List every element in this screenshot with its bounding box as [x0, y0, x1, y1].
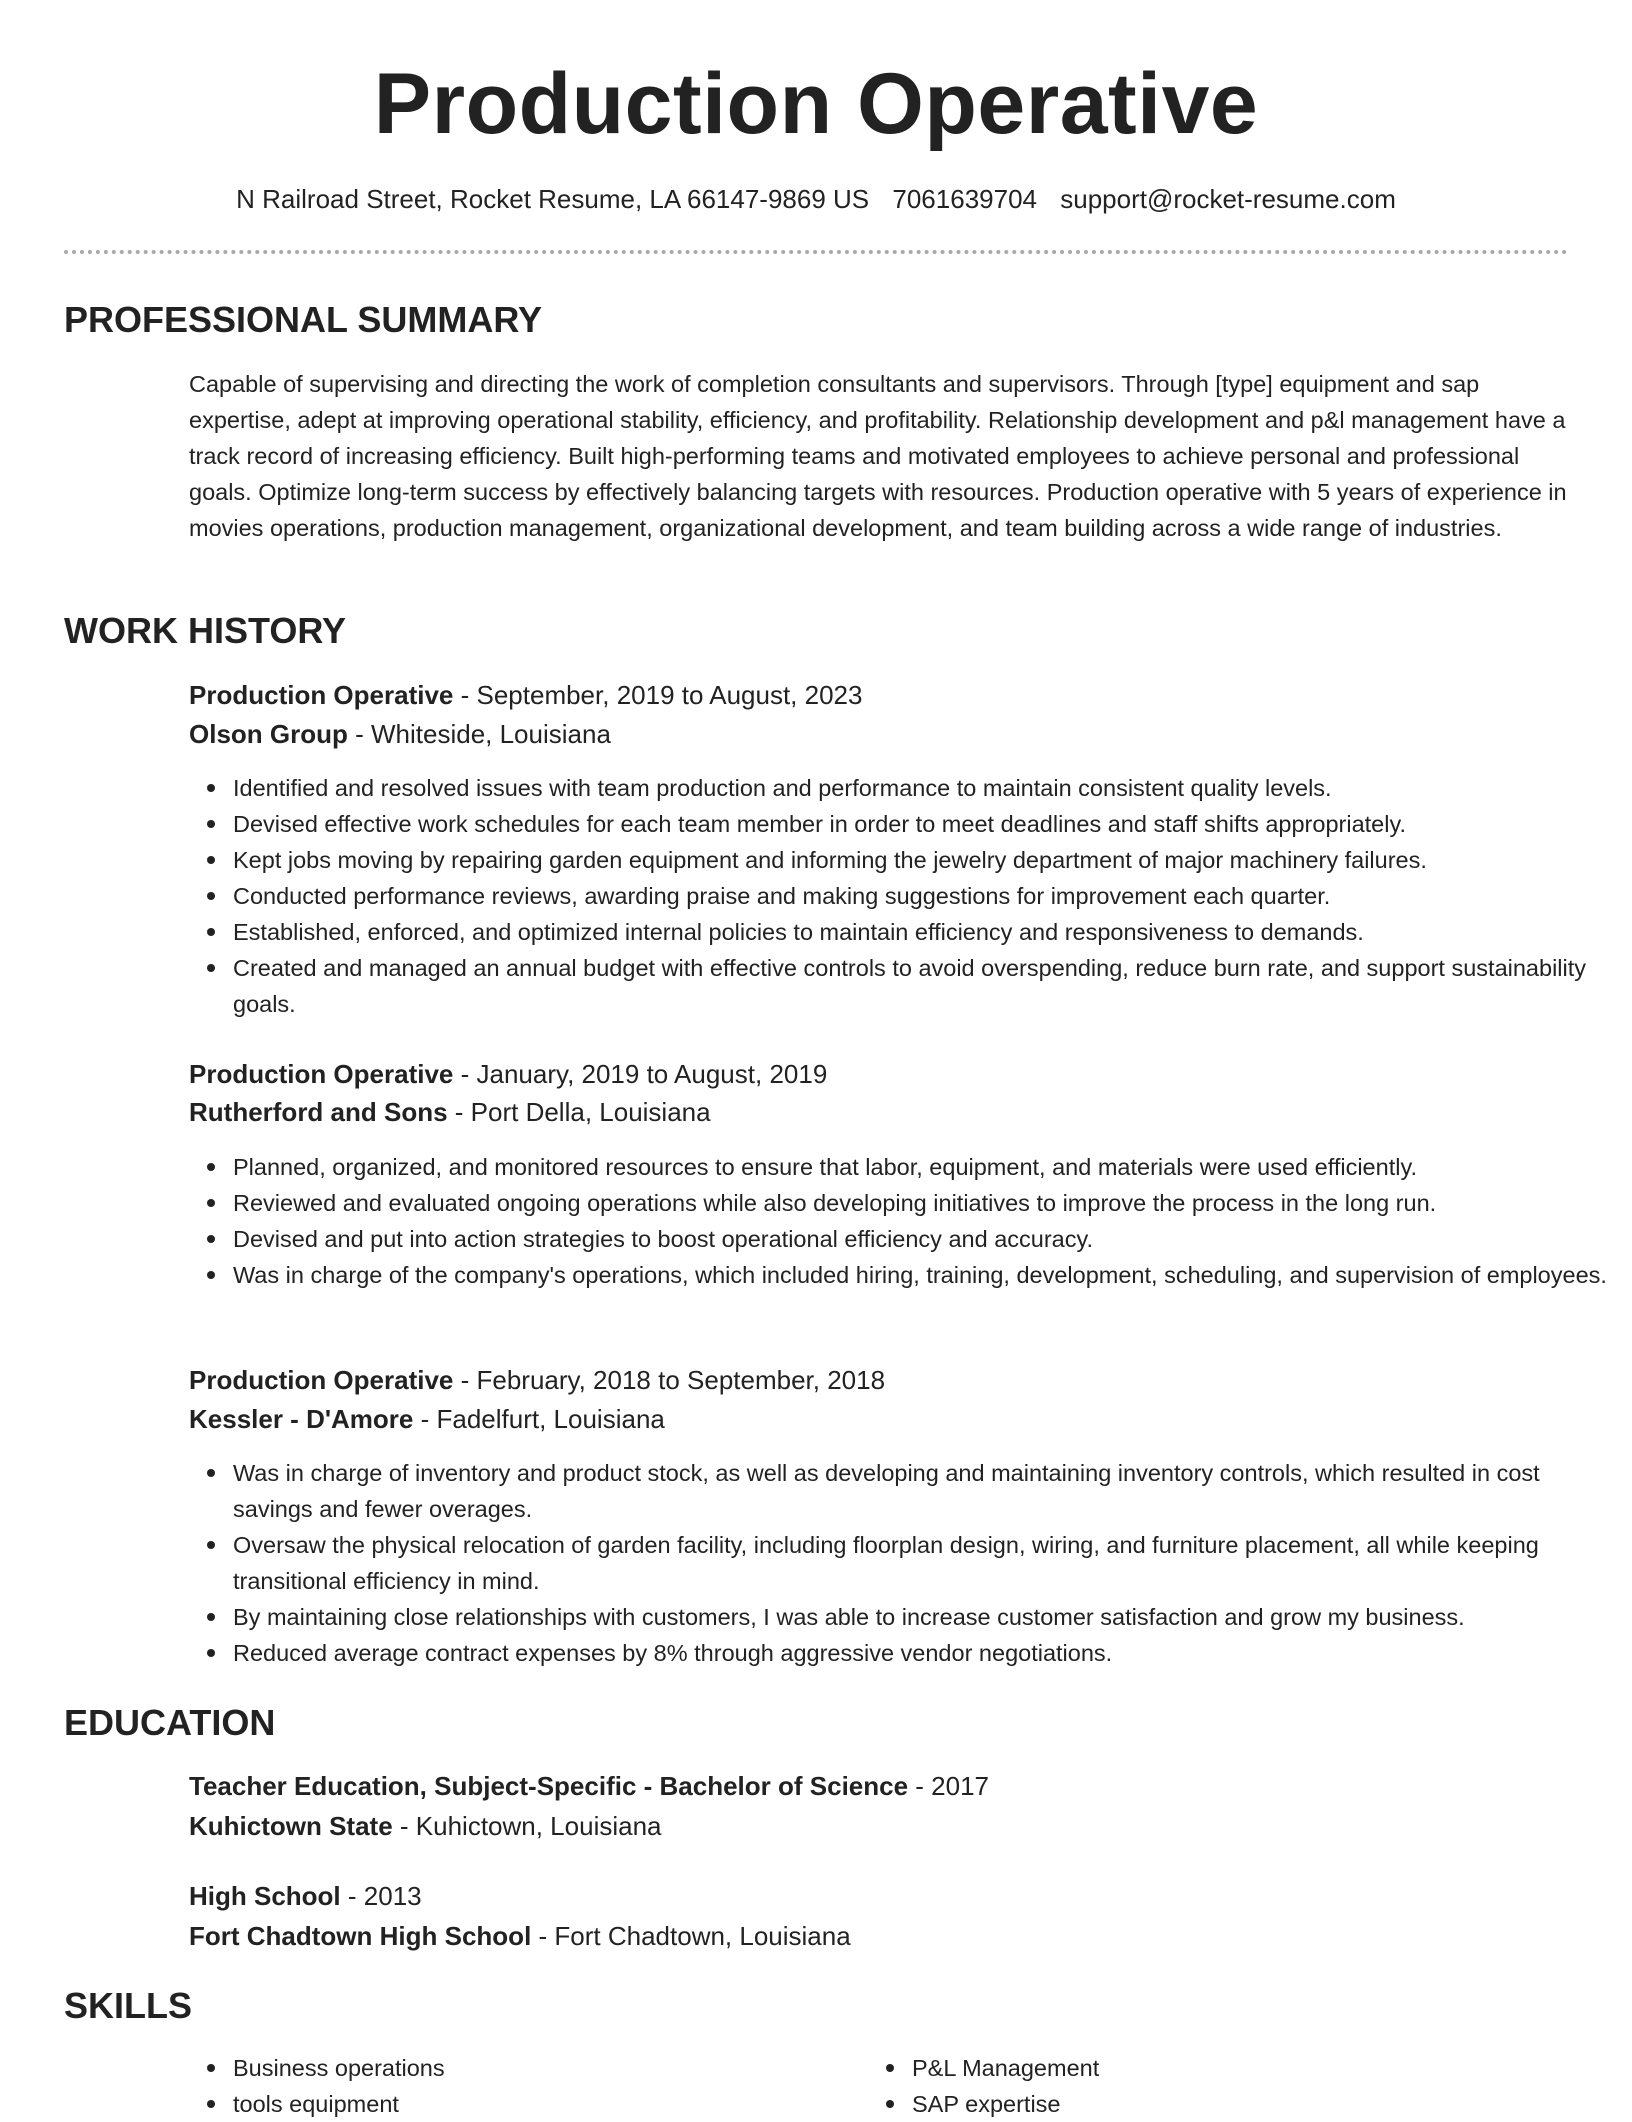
- skills-heading: SKILLS: [64, 1985, 193, 2026]
- job-1-role: Production Operative: [189, 680, 454, 710]
- job-3-title-line: [189, 1361, 1569, 1400]
- list-item: Conducted performance reviews, awarding praise and making suggestions for improvement each quarter.: [233, 878, 1613, 914]
- list-item: tools equipment: [233, 2086, 853, 2122]
- skills-right-column: [868, 2050, 1532, 2122]
- job-2-company: Rutherford and Sons: [189, 1097, 448, 1127]
- job-2-title-line: [189, 1055, 1569, 1094]
- list-item: Established, enforced, and optimized internal policies to maintain efficiency and responsiveness to demands.: [233, 914, 1613, 950]
- job-1-company: Olson Group: [189, 719, 348, 749]
- summary-heading: PROFESSIONAL SUMMARY: [64, 299, 543, 340]
- list-item: P&L Management: [912, 2050, 1532, 2086]
- job-1-company-line: [189, 715, 1569, 754]
- list-item: Was in charge of inventory and product stock, as well as developing and maintaining inventory controls, which resulted in cost savings and fewer overages.: [233, 1455, 1613, 1527]
- list-item: Planned, organized, and monitored resources to ensure that labor, equipment, and materials were used efficiently.: [233, 1149, 1613, 1185]
- job-1-title-line: [189, 676, 1569, 715]
- education-1-school-line: [189, 1807, 1569, 1846]
- list-item: Devised effective work schedules for each team member in order to meet deadlines and staff shifts appropriately.: [233, 806, 1613, 842]
- list-item: Business operations: [233, 2050, 853, 2086]
- job-3-company: Kessler - D'Amore: [189, 1404, 414, 1434]
- education-2-year: - 2013: [340, 1881, 422, 1911]
- education-1-year: - 2017: [908, 1771, 990, 1801]
- education-1-school: Kuhictown State: [189, 1811, 393, 1841]
- list-item: Reduced average contract expenses by 8% through aggressive vendor negotiations.: [233, 1635, 1613, 1671]
- list-item: Kept jobs moving by repairing garden equipment and informing the jewelry department of major machinery failures.: [233, 842, 1613, 878]
- job-2-company-line: [189, 1093, 1569, 1132]
- list-item: Was in charge of the company's operations, which included hiring, training, development, scheduling, and supervision of employees.: [233, 1257, 1613, 1293]
- contact-phone: 7061639704: [892, 184, 1037, 214]
- list-item: Devised and put into action strategies to boost operational efficiency and accuracy.: [233, 1221, 1613, 1257]
- job-3-company-line: [189, 1400, 1569, 1439]
- job-1-dates: - September, 2019 to August, 2023: [453, 680, 863, 710]
- contact-line: [0, 182, 1632, 216]
- education-2-location: - Fort Chadtown, Louisiana: [531, 1921, 851, 1951]
- job-3-location: - Fadelfurt, Louisiana: [413, 1404, 665, 1434]
- list-item: By maintaining close relationships with customers, I was able to increase customer satisfaction and grow my business.: [233, 1599, 1613, 1635]
- job-2-bullets: [189, 1149, 1613, 1293]
- education-1-degree-line: [189, 1767, 1569, 1806]
- job-2-location: - Port Della, Louisiana: [447, 1097, 711, 1127]
- job-3-bullets: [189, 1455, 1613, 1671]
- education-1-location: - Kuhictown, Louisiana: [392, 1811, 662, 1841]
- job-3-role: Production Operative: [189, 1365, 454, 1395]
- contact-address: N Railroad Street, Rocket Resume, LA 66147-9869 US: [236, 184, 870, 214]
- education-1-degree: Teacher Education, Subject-Specific - Bachelor of Science: [189, 1771, 909, 1801]
- education-2-degree: High School: [189, 1881, 341, 1911]
- job-2-dates: - January, 2019 to August, 2019: [453, 1059, 828, 1089]
- job-3-dates: - February, 2018 to September, 2018: [453, 1365, 886, 1395]
- list-item: Reviewed and evaluated ongoing operations while also developing initiatives to improve the process in the long run.: [233, 1185, 1613, 1221]
- education-2-school: Fort Chadtown High School: [189, 1921, 532, 1951]
- job-1-location: - Whiteside, Louisiana: [347, 719, 611, 749]
- work-history-heading: WORK HISTORY: [64, 610, 347, 651]
- list-item: Identified and resolved issues with team production and performance to maintain consistent quality levels.: [233, 770, 1613, 806]
- list-item: Oversaw the physical relocation of garden facility, including floorplan design, wiring, and furniture placement, all while keeping transitional efficiency in mind.: [233, 1527, 1613, 1599]
- header-divider: [64, 250, 1568, 254]
- education-2-school-line: [189, 1917, 1569, 1956]
- list-item: Created and managed an annual budget with effective controls to avoid overspending, reduce burn rate, and support sustainability goals.: [233, 950, 1613, 1022]
- education-heading: EDUCATION: [64, 1702, 276, 1743]
- job-2-role: Production Operative: [189, 1059, 454, 1089]
- contact-email: support@rocket-resume.com: [1060, 184, 1396, 214]
- resume-name: Production Operative: [373, 56, 1259, 152]
- summary-text: Capable of supervising and directing the work of completion consultants and supervisors. Through [type] equipment and sap expertise, adept at improving operational stability, efficiency, and profitability. Relationship development and p&l management have a track record of increasing efficiency. Built high-performing teams and motivated employees to achieve personal and professional goals. Optimize long-term success by effectively balancing targets with resources. Production operative with 5 years of experience in movies operations, production management, organizational development, and team building across a wide range of industries.: [189, 371, 1567, 541]
- education-2-degree-line: [189, 1877, 1569, 1916]
- skills-left-column: [189, 2050, 853, 2122]
- list-item: SAP expertise: [912, 2086, 1532, 2122]
- job-1-bullets: [189, 770, 1613, 1022]
